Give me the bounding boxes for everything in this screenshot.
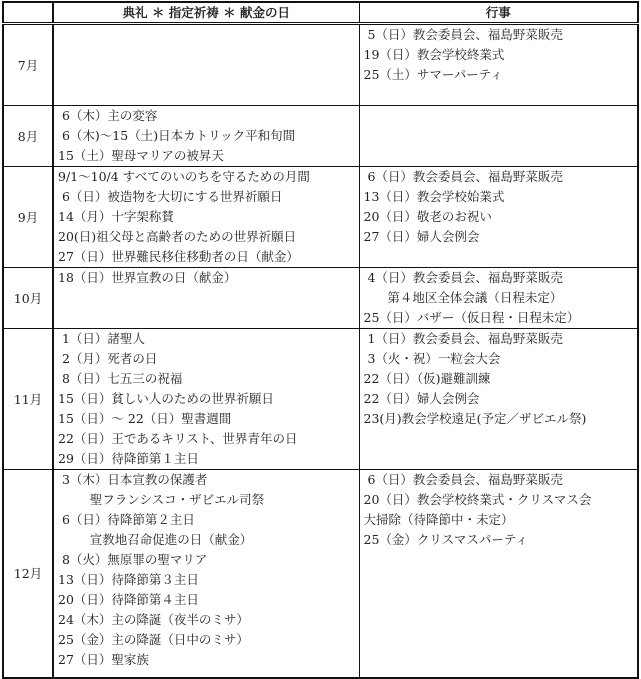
month-label: 8月 xyxy=(3,106,53,167)
liturgy-cell xyxy=(53,106,359,167)
liturgy-item: 25（金）主の降誕（日中のミサ） xyxy=(58,632,249,647)
month-label: 12月 xyxy=(3,470,53,678)
events-item: 22（日）（仮)避難訓練 xyxy=(363,371,491,386)
liturgy-item: 6（木）主の変容 xyxy=(58,108,158,123)
liturgy-cell xyxy=(53,329,359,470)
liturgy-item: 24（木）主の降誕（夜半のミサ） xyxy=(58,612,249,627)
liturgy-item: 18（日）世界宣教の日（献金） xyxy=(58,270,237,285)
events-item: 第４地区全体会議（日程未定） xyxy=(363,290,563,305)
month-row xyxy=(3,329,638,470)
events-item: 23(月)教会学校遠足(予定／ザビエル祭) xyxy=(363,411,587,426)
header-row xyxy=(3,2,638,24)
events-item: 1（日）教会委員会、福島野菜販売 xyxy=(363,331,563,346)
schedule-body xyxy=(3,24,638,678)
events-item: 20（日）教会学校終業式・クリスマス会 xyxy=(363,492,592,507)
events-item: 4（日）教会委員会、福島野菜販売 xyxy=(363,270,563,285)
events-item: 25（日）バザー（仮日程・日程未定） xyxy=(363,310,580,325)
month-label: 7月 xyxy=(3,24,53,106)
liturgy-item: 20(日)祖父母と高齢者のための世界祈願日 xyxy=(58,229,297,244)
liturgy-item: 20（日）待降節第４主日 xyxy=(58,592,199,607)
month-row xyxy=(3,470,638,678)
liturgy-item: 29（日）待降節第１主日 xyxy=(58,451,199,466)
liturgy-item: 27（日）聖家族 xyxy=(58,652,149,667)
liturgy-item: 6（日）待降節第２主日 xyxy=(58,512,195,527)
month-label: 9月 xyxy=(3,167,53,268)
liturgy-cell xyxy=(53,268,359,329)
month-row xyxy=(3,24,638,106)
events-cell xyxy=(359,268,638,329)
events-item: 20（日）敬老のお祝い xyxy=(363,209,492,224)
events-item: 6（日）教会委員会、福島野菜販売 xyxy=(363,472,563,487)
events-item: 6（日）教会委員会、福島野菜販売 xyxy=(363,169,563,184)
events-cell xyxy=(359,167,638,268)
events-cell xyxy=(359,106,638,167)
events-item: 25（金）クリスマスパーティ xyxy=(363,532,528,547)
events-item: 3（火・祝）一粒会大会 xyxy=(363,351,501,366)
liturgy-item: 22（日）王であるキリスト、世界青年の日 xyxy=(58,431,298,446)
events-item: 5（日）教会委員会、福島野菜販売 xyxy=(363,27,563,42)
month-row xyxy=(3,106,638,167)
events-item: 大掃除（待降節中・未定） xyxy=(363,512,514,527)
liturgy-item: 14（月）十字架称賛 xyxy=(58,209,174,224)
liturgy-item: 15（日）貧しい人のための世界祈願日 xyxy=(58,391,274,406)
liturgy-item: 3（木）日本宣教の保護者 xyxy=(58,472,208,487)
events-column-header: 行事 xyxy=(359,2,638,24)
liturgy-item: 2（月）死者の日 xyxy=(58,351,158,366)
events-item: 27（日）婦人会例会 xyxy=(363,229,480,244)
liturgy-item: 6（日）被造物を大切にする世界祈願日 xyxy=(58,189,283,204)
month-row xyxy=(3,167,638,268)
events-item: 19（日）教会学校終業式 xyxy=(363,47,505,62)
month-label: 10月 xyxy=(3,268,53,329)
schedule-table xyxy=(2,1,639,679)
liturgy-item: 聖フランシスコ・ザビエル司祭 xyxy=(58,492,265,507)
events-item: 13（日）教会学校始業式 xyxy=(363,189,505,204)
liturgy-item: 6（木)～15（土)日本カトリック平和旬間 xyxy=(58,128,296,143)
events-cell xyxy=(359,24,638,106)
liturgy-item: 宣教地召命促進の日（献金） xyxy=(58,532,253,547)
liturgy-cell xyxy=(53,24,359,106)
liturgy-item: 9/1～10/4 すべてのいのちを守るための月間 xyxy=(58,169,310,184)
liturgy-item: 27（日）世界難民移住移動者の日（献金） xyxy=(58,249,299,264)
liturgy-item: 1（日）諸聖人 xyxy=(58,331,145,346)
liturgy-item: 8（日）七五三の祝福 xyxy=(58,371,183,386)
liturgy-cell xyxy=(53,167,359,268)
liturgy-column-header: 典礼 ＊ 指定祈祷 ＊ 献金の日 xyxy=(53,2,359,24)
events-cell xyxy=(359,329,638,470)
liturgy-item: 13（日）待降節第３主日 xyxy=(58,572,199,587)
events-item: 25（土）サマーパーティ xyxy=(363,67,503,82)
month-row xyxy=(3,268,638,329)
liturgy-item: 15（土）聖母マリアの被昇天 xyxy=(58,148,224,163)
events-cell xyxy=(359,470,638,678)
liturgy-item: 8（火）無原罪の聖マリア xyxy=(58,552,208,567)
liturgy-item: 15（日）～ 22（日）聖書週間 xyxy=(58,411,232,426)
events-item: 22（日）婦人会例会 xyxy=(363,391,480,406)
month-label: 11月 xyxy=(3,329,53,470)
liturgy-cell xyxy=(53,470,359,678)
month-column-header xyxy=(3,2,53,24)
